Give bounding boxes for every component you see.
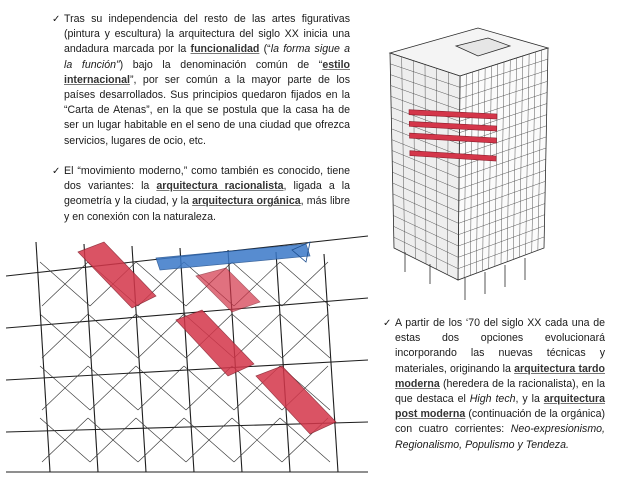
paragraph-movimiento-moderno (52, 164, 350, 225)
bullet-text: A partir de los ‘70 del siglo XX cada una de estas dos opciones evolucionará incorporando las nuevas técnicas y materiales, originando la arquitectura tardo moderna (heredera de la racionalista), en la que destaca el High tech, y la arquitectura post moderna (continuación de la orgánica) con cuatro corrientes: Neo-expresionismo, Regionalismo, Populismo y Tendeza. (395, 317, 606, 451)
term-arquitectura-organica: arquitectura orgánica (192, 195, 301, 208)
paragraph-tardo-moderna (383, 316, 605, 453)
term-funcionalidad: funcionalidad (190, 43, 260, 56)
bullet-text: Tras su independencia del resto de las artes figurativas (pintura y escultura) la arquitectura del siglo XX inicia una andadura marcada por la funcionalidad (“la forma sigue a la función”) bajo la denominación común de “estilo internacional”, por ser común a la mayor parte de los países desarrollados. Sus principios quedaron fijados en la “Carta de Atenas”, en la que se postula que la casa ha de ser un lugar habitable en el seno de una ciudad que ofrezca servicios, lugares de ocio, etc. (64, 13, 351, 147)
term-arquitectura-tardo-moderna: arquitectura tardo moderna (395, 362, 605, 390)
structure-sketch (6, 222, 368, 474)
checkmark-icon: ✓ (52, 166, 61, 177)
term-estilo-internacional: estilo internacional (64, 58, 350, 86)
bullet-text: El “movimiento moderno,” como también es conocido, tiene dos variantes: la arquitectura racionalista, ligada a la geometría y la ciudad, y la arquitectura orgánica, más libre y en conexión con la naturaleza. (64, 165, 350, 223)
paragraph-funcionalidad (52, 12, 350, 149)
term-high-tech: High tech (469, 393, 516, 406)
term-arquitectura-racionalista: arquitectura racionalista (156, 180, 284, 193)
quote-la-forma: la forma sigue a la función” (64, 43, 351, 71)
checkmark-icon: ✓ (383, 318, 392, 329)
building-sketch (360, 8, 632, 308)
checkmark-icon: ✓ (52, 14, 61, 25)
term-arquitectura-post-moderna: arquitectura post moderna (395, 393, 605, 421)
term-corrientes: Neo-expresionismo, Regionalismo, Populismo y Tendeza. (395, 423, 605, 451)
